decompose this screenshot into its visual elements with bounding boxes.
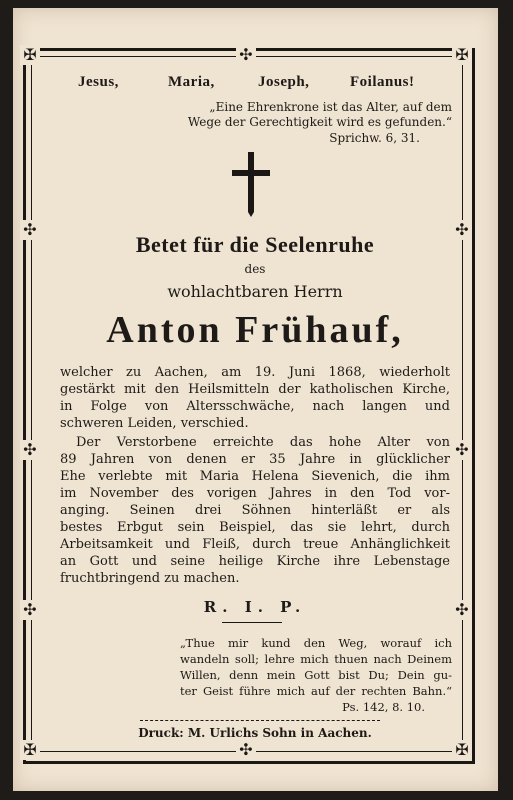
corner-ornament-icon: ✠ bbox=[452, 740, 472, 760]
body-line: fruchtbringend zu machen. bbox=[60, 571, 240, 586]
title-prayer: Betet für die Seelenruhe bbox=[135, 232, 375, 257]
body-line: Ehe verlebte mit Maria Helena Sievenich, die ihm bbox=[60, 469, 450, 484]
border-ornament-icon: ✣ bbox=[20, 440, 40, 460]
header-name-maria: Maria, bbox=[168, 74, 215, 90]
motto-line: Wege der Gerechtigkeit wird es gefunden.“ bbox=[187, 115, 452, 129]
body-line: Der Verstorbene erreichte das hohe Alter von bbox=[76, 435, 450, 450]
divider bbox=[222, 622, 282, 623]
corner-ornament-icon: ✠ bbox=[452, 45, 472, 65]
border-ornament-icon: ✣ bbox=[452, 440, 472, 460]
title-honorific: wohlachtbaren Herrn bbox=[167, 282, 343, 301]
body-line: an Gott und seine heilige Kirche ihre Lebenstage bbox=[60, 554, 450, 569]
border-ornament-icon: ✣ bbox=[236, 45, 256, 65]
body-line: anging. Seinen drei Söhnen hinterläßt er als bbox=[60, 503, 450, 518]
psalm-line: ter Geist führe mich auf der rechten Bahn.“ bbox=[180, 684, 452, 698]
motto-reference: Sprichw. 6, 31. bbox=[329, 131, 420, 145]
border-ornament-icon: ✣ bbox=[20, 220, 40, 240]
body-line: bestes Erbgut sein Beispiel, das sie lehrt, durch bbox=[60, 520, 450, 535]
body-line: im November des vorigen Jahres in den Tod vor- bbox=[60, 486, 450, 501]
body-line: Arbeitsamkeit und Fleiß, durch treue Anhänglichkeit bbox=[60, 537, 450, 552]
motto-line: „Eine Ehrenkrone ist das Alter, auf dem bbox=[209, 100, 452, 114]
header-name-foilanus: Foilanus! bbox=[350, 74, 415, 90]
body-line: in Folge von Altersschwäche, nach langen und bbox=[60, 399, 450, 414]
header-name-jesus: Jesus, bbox=[78, 74, 119, 90]
body-line: 89 Jahren von denen er 35 Jahre in glücklicher bbox=[60, 452, 450, 467]
body-line: gestärkt mit den Heilsmitteln der katholischen Kirche, bbox=[60, 382, 450, 397]
rip-inscription: R. I. P. bbox=[203, 598, 307, 616]
body-line: welcher zu Aachen, am 19. Juni 1868, wiederholt bbox=[60, 365, 450, 380]
psalm-line: Willen, denn mein Gott bist Du; Dein gu- bbox=[180, 668, 452, 682]
border-ornament-icon: ✣ bbox=[236, 740, 256, 760]
deceased-name: Anton Frühauf, bbox=[106, 309, 404, 351]
corner-ornament-icon: ✠ bbox=[20, 740, 40, 760]
cross-icon bbox=[229, 150, 273, 218]
psalm-line: „Thue mir kund den Weg, worauf ich bbox=[180, 636, 452, 650]
title-des: des bbox=[244, 262, 266, 276]
divider bbox=[140, 720, 380, 721]
border-ornament-icon: ✣ bbox=[452, 220, 472, 240]
header-name-joseph: Joseph, bbox=[258, 74, 310, 90]
printer-credit: Druck: M. Urlichs Sohn in Aachen. bbox=[138, 726, 372, 740]
body-line: schweren Leiden, verschied. bbox=[60, 416, 249, 431]
border-ornament-icon: ✣ bbox=[20, 600, 40, 620]
psalm-line: wandeln soll; lehre mich thuen nach Deinem bbox=[180, 652, 452, 666]
psalm-reference: Ps. 142, 8. 10. bbox=[342, 700, 425, 714]
corner-ornament-icon: ✠ bbox=[20, 45, 40, 65]
border-ornament-icon: ✣ bbox=[452, 600, 472, 620]
